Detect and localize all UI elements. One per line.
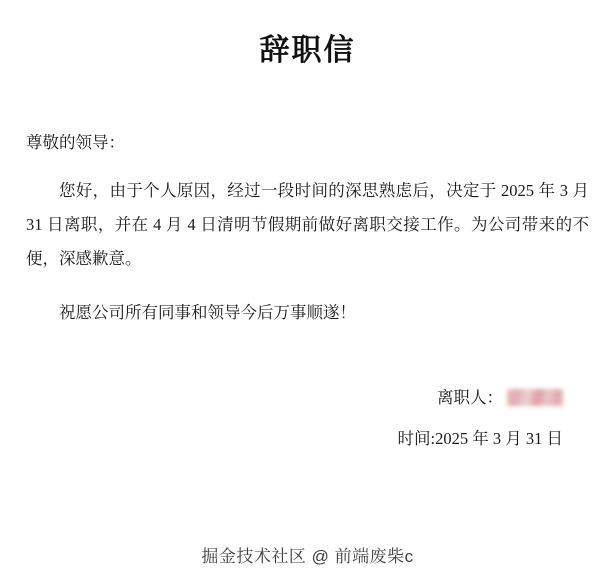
watermark-site: 掘金技术社区	[201, 547, 307, 566]
date-value: 2025 年 3 月 31 日	[435, 428, 563, 448]
watermark-separator: @	[311, 547, 330, 566]
redacted-name-blur	[507, 389, 563, 406]
salutation: 尊敬的领导：	[26, 133, 125, 152]
letter-body	[16, 130, 599, 454]
signature-name-line	[26, 382, 563, 413]
watermark	[0, 542, 615, 567]
signature-label: 离职人：	[437, 387, 503, 407]
signature-block	[26, 382, 589, 455]
signature-date-line	[26, 423, 563, 454]
date-label: 时间:	[397, 428, 436, 448]
paragraph-reason: 您好，由于个人原因，经过一段时间的深思熟虑后，决定于 2025 年 3 月 31 日离职，并在 4 月 4 日清明节假期前做好离职交接工作。为公司带来的不便，深感歉意。	[26, 181, 589, 269]
page-title: 辞职信	[259, 34, 356, 67]
document-page	[0, 30, 615, 573]
paragraph-wishes: 祝愿公司所有同事和领导今后万事顺遂！	[59, 302, 356, 322]
watermark-author: 前端废柴c	[334, 547, 414, 566]
